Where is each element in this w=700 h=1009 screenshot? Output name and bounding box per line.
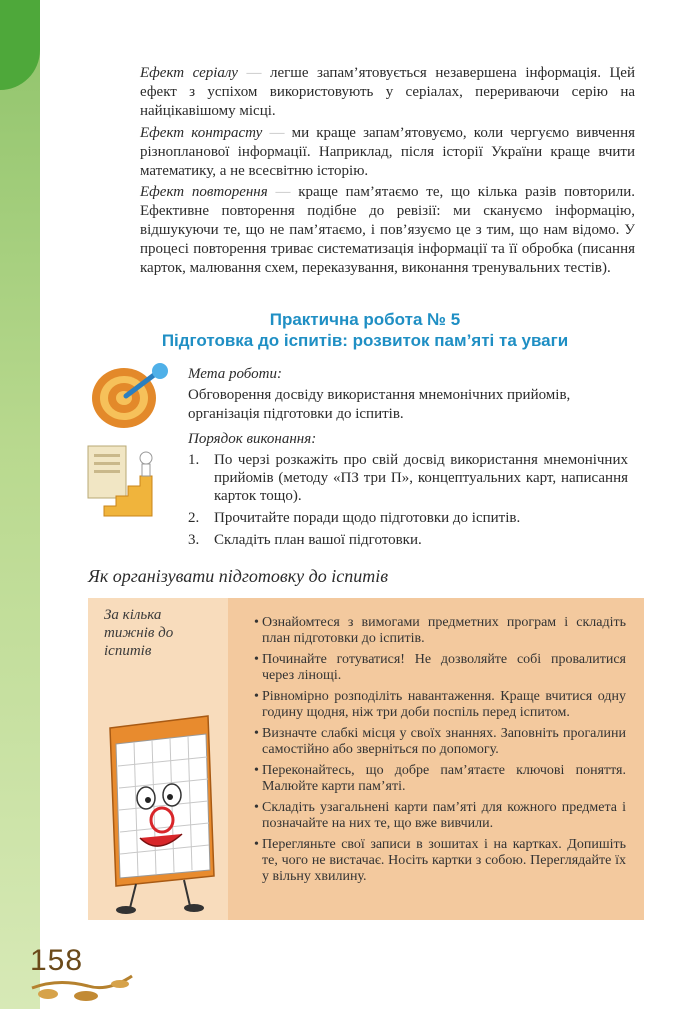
step-number: 3. — [188, 532, 200, 548]
effect-term: Ефект повторення — [140, 184, 268, 200]
tip-bullet: • — [254, 689, 259, 704]
list-item — [188, 509, 628, 527]
tips-list — [254, 615, 626, 890]
procedure-list — [188, 451, 628, 553]
effect-term: Ефект контрасту — [140, 125, 263, 141]
tip-bullet: • — [254, 763, 259, 778]
list-item — [254, 689, 626, 721]
effect-dash: — — [275, 184, 291, 200]
tip-bullet: • — [254, 652, 259, 667]
tip-text: Складіть узагальнені карти пам’яті для кожного предмета і позначайте на них те, що вже вивчили. — [262, 800, 626, 831]
effect-text: краще пам’ятаємо те, що кілька разів повторили. Ефективне повторення подібне до ревізії: ми скануємо інформацію, відшукуючи те, що не пам’ятаємо, і пов’язуємо це з тим, що нам відомо. У процесі повторення триває систематизація інформації та її обробка (писання карток, малювання схем, переказування, виконання тренувальних тестів). — [140, 184, 636, 276]
tip-text: Перегляньте свої записи в зошитах і на картках. Допишіть те, чого не вистачає. Носіть картки з собою. Переглядайте їх у вільну хвилину. — [262, 837, 626, 884]
list-item — [254, 763, 626, 795]
tip-bullet: • — [254, 837, 259, 852]
list-item — [254, 652, 626, 684]
tip-text: Переконайтесь, що добре пам’ятаєте ключові поняття. Малюйте карти пам’яті. — [262, 763, 626, 794]
tips-panel-sidebar — [88, 598, 228, 920]
effect-paragraph-serial — [140, 64, 635, 121]
tip-text: Ознайомтеся з вимогами предметних програм і складіть план підготовки до іспитів. — [262, 615, 626, 646]
list-item — [254, 800, 626, 832]
effect-term: Ефект серіалу — [140, 65, 238, 81]
effect-dash: — — [269, 125, 285, 141]
tips-panel — [88, 598, 644, 920]
effect-paragraph-repetition — [140, 183, 635, 278]
step-number: 2. — [188, 510, 200, 526]
step-text: Складіть план вашої підготовки. — [214, 532, 422, 548]
effect-text: ми краще запам’ятовуємо, коли чергуємо вивчення різнопланової інформації. Наприклад, після історії України краще вчити математику, а не всесвітню історію. — [140, 125, 636, 179]
step-text: Прочитайте поради щодо підготовки до іспитів. — [214, 510, 521, 526]
tip-text: Рівномірно розподіліть навантаження. Краще вчитися одну годину щодня, ніж три доби поспіль перед іспитом. — [262, 689, 626, 720]
practical-title: Практична робота № 5 — [269, 310, 461, 329]
practical-subtitle: Підготовка до іспитів: розвиток пам’яті та уваги — [161, 331, 569, 350]
list-item — [188, 531, 628, 549]
procedure-label: Порядок виконання: — [188, 431, 317, 447]
step-number: 1. — [188, 452, 200, 468]
goal-text: Обговорення досвіду використання мнемонічних прийомів, організація підготовки до іспитів. — [188, 387, 571, 422]
list-item — [254, 615, 626, 647]
goal-label: Мета роботи: — [188, 366, 282, 382]
step-text: По черзі розкажіть про свій досвід використання мнемонічних прийомів (методу «ПЗ три П», концептуальних карт, написання карток тощо). — [214, 452, 628, 504]
page-ornament-icon — [28, 968, 138, 1006]
tip-bullet: • — [254, 726, 259, 741]
left-green-strip — [0, 0, 40, 1009]
effect-paragraph-contrast — [140, 124, 635, 181]
tips-panel-label: За кілька тижнів до іспитів — [104, 607, 174, 659]
stairs-icon — [84, 436, 168, 520]
tip-text: Починайте готуватися! Не дозволяйте собі провалитися через лінощі. — [262, 652, 626, 683]
tip-bullet: • — [254, 615, 259, 630]
list-item — [188, 451, 628, 505]
page-number: 158 — [30, 944, 84, 977]
calendar-icon — [96, 708, 220, 916]
target-icon — [84, 360, 172, 430]
effect-dash: — — [246, 65, 262, 81]
tip-bullet: • — [254, 800, 259, 815]
tip-text: Визначте слабкі місця у своїх знаннях. Заповніть прогалини самостійно або зверніться по допомогу. — [262, 726, 626, 757]
effect-text: легше запам’ятовується незавершена інформація. Цей ефект з успіхом використовують у серіалах, перериваючи серію на найцікавішому місці. — [140, 65, 635, 119]
list-item — [254, 726, 626, 758]
list-item — [254, 837, 626, 885]
section-title: Як організувати підготовку до іспитів — [88, 566, 389, 586]
